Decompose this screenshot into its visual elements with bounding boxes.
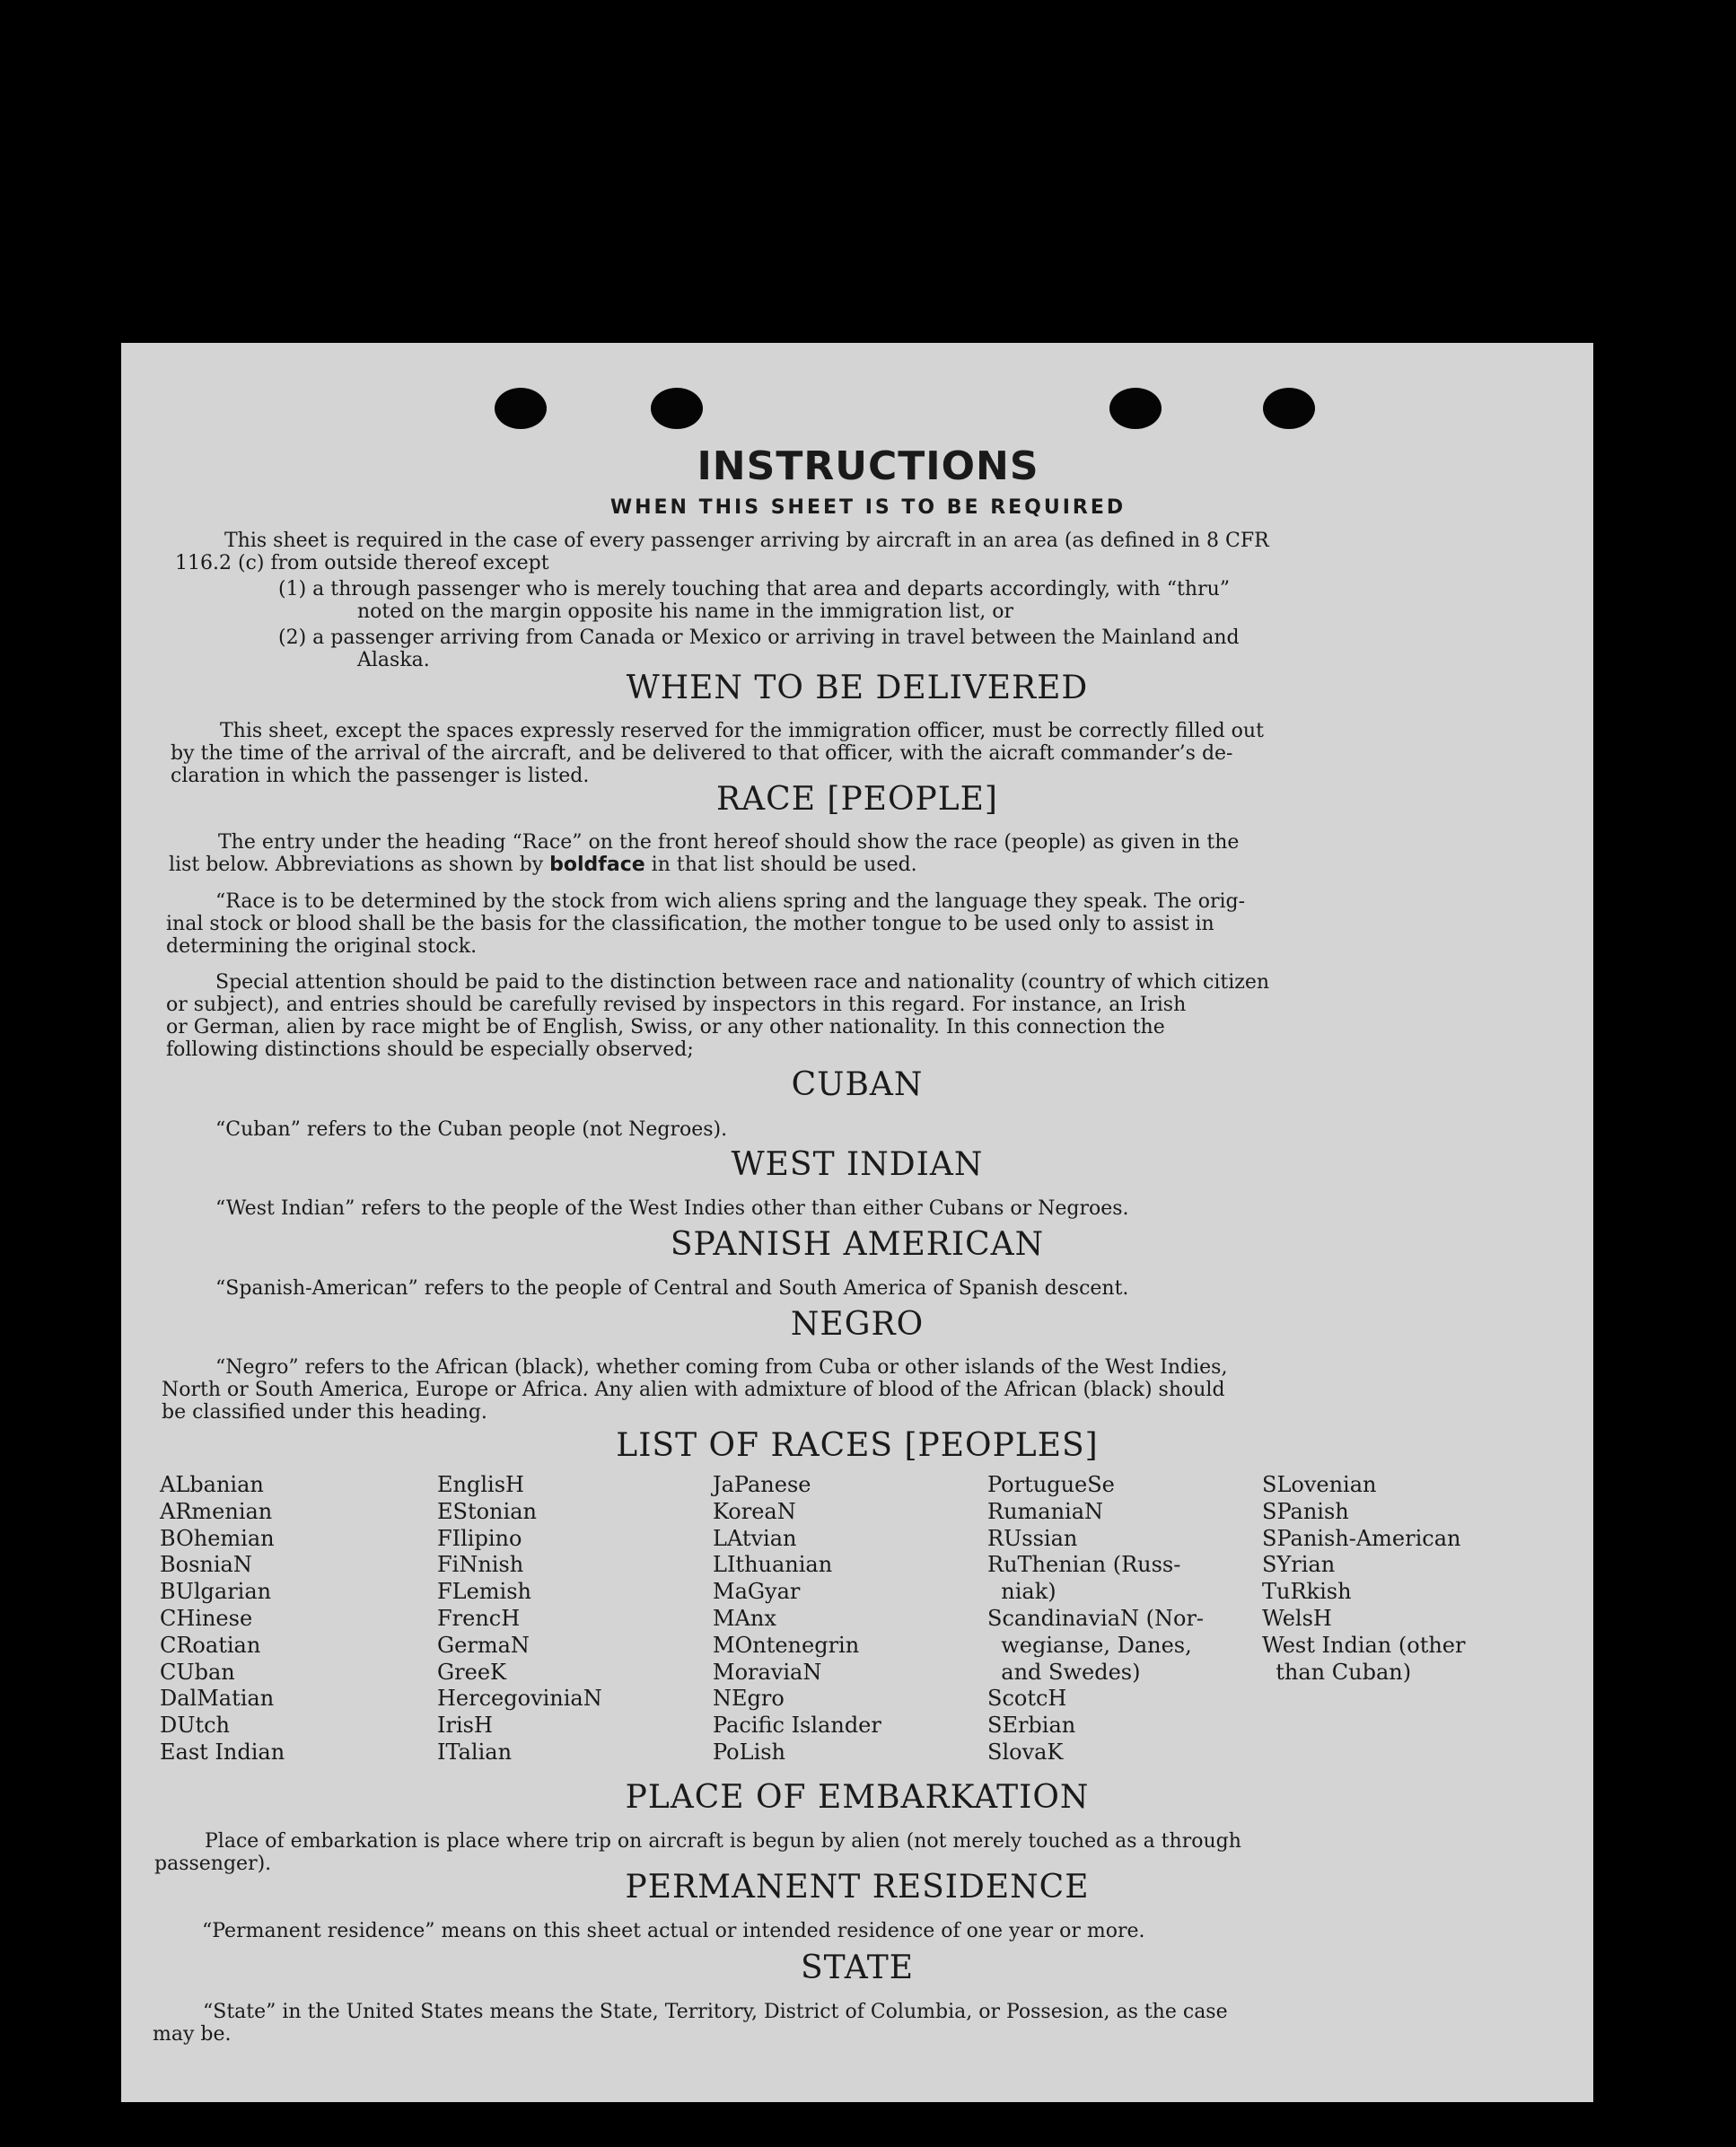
section-heading-negro: NEGRO <box>790 1306 925 1343</box>
race-list-item: RumaniaN <box>987 1498 1104 1524</box>
race-list-item: MOntenegrin <box>713 1632 860 1658</box>
race-list-item: FiNnish <box>437 1552 524 1578</box>
race-list-item: wegianse, Danes, <box>987 1632 1192 1658</box>
race-list-item: MaGyar <box>713 1579 801 1605</box>
race-list-item: West Indian (other <box>1262 1632 1466 1658</box>
race-list-item: FrencH <box>437 1605 521 1631</box>
page-title: INSTRUCTIONS <box>697 443 1039 489</box>
text-line: This sheet, except the spaces expressly reserved for the immigration officer, must be correctly filled out <box>220 720 1264 742</box>
intro-item-2 <box>278 627 1504 671</box>
race-paragraph-1 <box>169 831 1504 876</box>
race-list-item: ALbanian <box>160 1472 264 1497</box>
race-list-item: NEgro <box>713 1686 785 1712</box>
text-line: North or South America, Europe or Africa. Any alien with admixture of blood of the African (black) should <box>162 1379 1225 1401</box>
section-heading-west-indian: WEST INDIAN <box>731 1146 984 1183</box>
race-list-item: TuRkish <box>1262 1579 1352 1605</box>
race-list-item: RUssian <box>987 1525 1078 1551</box>
races-column-1 <box>160 1472 285 1766</box>
race-list-item: JaPanese <box>713 1472 811 1497</box>
race-list-item: ARmenian <box>160 1498 273 1524</box>
text-line: This sheet is required in the case of every passenger arriving by aircraft in an area (as defined in 8 CFR <box>224 530 1269 552</box>
race-list-item: MoraviaN <box>713 1659 822 1685</box>
text-line: “State” in the United States means the State, Territory, District of Columbia, or Possesion, as the case <box>203 2001 1228 2023</box>
race-list-item: FIlipino <box>437 1525 522 1551</box>
race-list-item: niak) <box>987 1579 1057 1605</box>
punch-hole <box>1263 388 1315 429</box>
race-list-item: KoreaN <box>713 1498 796 1524</box>
text-line: by the time of the arrival of the aircraft, and be delivered to that officer, with the aicraft commander’s de- <box>171 742 1233 765</box>
race-list-item: PoLish <box>713 1739 786 1765</box>
west-indian-text: “West Indian” refers to the people of the West Indies other than either Cubans or Negroes. <box>215 1197 1129 1220</box>
race-list-item: HercegoviniaN <box>437 1686 602 1712</box>
text-line: passenger). <box>154 1853 272 1875</box>
races-column-2 <box>437 1472 602 1766</box>
race-list-item: CRoatian <box>160 1632 261 1658</box>
section-heading-spanish-american: SPANISH AMERICAN <box>670 1226 1045 1263</box>
text-line: “Race is to be determined by the stock from wich aliens spring and the language they speak. The orig- <box>215 890 1246 913</box>
race-list-item: FLemish <box>437 1579 531 1605</box>
text-line: determining the original stock. <box>166 935 478 958</box>
text-line: “Negro” refers to the African (black), whether coming from Cuba or other islands of the West Indies, <box>215 1356 1228 1379</box>
race-list-item: RuThenian (Russ- <box>987 1552 1181 1578</box>
race-list-item: East Indian <box>160 1739 285 1765</box>
race-list-item: SLovenian <box>1262 1472 1377 1497</box>
race-list-item: CUban <box>160 1659 235 1685</box>
race-list-item: Pacific Islander <box>713 1713 881 1739</box>
text-line: Special attention should be paid to the distinction between race and nationality (country of which citizen <box>215 971 1270 994</box>
cuban-text: “Cuban” refers to the Cuban people (not Negroes). <box>215 1118 728 1141</box>
race-list-item: SPanish-American <box>1262 1525 1461 1551</box>
text-line: (1) a through passenger who is merely touching that area and departs accordingly, with “thru” <box>278 578 1230 600</box>
text-fragment: in that list should be used. <box>651 854 917 876</box>
race-list-item: MAnx <box>713 1605 776 1631</box>
race-list-item: ScotcH <box>987 1686 1067 1712</box>
text-line: (2) a passenger arriving from Canada or Mexico or arriving in travel between the Mainland and <box>278 627 1240 649</box>
text-line: Alaska. <box>357 649 430 671</box>
section-heading-race: RACE [PEOPLE] <box>716 781 998 818</box>
race-list-item: LAtvian <box>713 1525 797 1551</box>
text-line: Place of embarkation is place where trip on aircraft is begun by alien (not merely touched as a through <box>205 1830 1241 1853</box>
text-line: claration in which the passenger is listed. <box>171 765 590 787</box>
bold-text: boldface <box>549 854 645 876</box>
race-paragraph-2 <box>166 890 1504 958</box>
race-list-item: DalMatian <box>160 1686 275 1712</box>
text-line: noted on the margin opposite his name in the immigration list, or <box>357 600 1014 623</box>
text-line: be classified under this heading. <box>162 1401 487 1424</box>
race-list-item: ITalian <box>437 1739 513 1765</box>
races-column-3 <box>713 1472 881 1766</box>
page-subtitle: WHEN THIS SHEET IS TO BE REQUIRED <box>609 496 1127 519</box>
intro-item-1 <box>278 578 1504 623</box>
race-list-item: WelsH <box>1262 1605 1332 1631</box>
races-column-5 <box>1262 1472 1465 1686</box>
race-list-item: GermaN <box>437 1632 530 1658</box>
text-line <box>169 854 1504 876</box>
race-list-item: SErbian <box>987 1713 1076 1739</box>
race-list-item: BosniaN <box>160 1552 252 1578</box>
race-list-item: DUtch <box>160 1713 231 1739</box>
race-list-item: and Swedes) <box>987 1659 1141 1685</box>
race-list-item: BUlgarian <box>160 1579 272 1605</box>
intro-paragraph <box>175 530 1504 574</box>
race-list-item: CHinese <box>160 1605 253 1631</box>
negro-paragraph <box>162 1356 1504 1424</box>
delivered-paragraph <box>171 720 1504 787</box>
state-paragraph <box>153 2001 1490 2046</box>
section-heading-cuban: CUBAN <box>791 1066 924 1103</box>
text-line: 116.2 (c) from outside thereof except <box>175 552 549 574</box>
race-list-item: BOhemian <box>160 1525 275 1551</box>
text-line: The entry under the heading “Race” on the front hereof should show the race (people) as given in the <box>218 831 1240 854</box>
section-heading-embarkation: PLACE OF EMBARKATION <box>625 1779 1090 1816</box>
race-list-item: SYrian <box>1262 1552 1336 1578</box>
text-line: or German, alien by race might be of English, Swiss, or any other nationality. In this connection the <box>166 1016 1165 1038</box>
section-heading-residence: PERMANENT RESIDENCE <box>625 1869 1090 1906</box>
race-list-item: ScandinaviaN (Nor- <box>987 1605 1205 1631</box>
section-heading-state: STATE <box>800 1950 915 1986</box>
punch-hole <box>651 388 703 429</box>
race-list-item: LIthuanian <box>713 1552 833 1578</box>
text-line: may be. <box>153 2023 232 2046</box>
text-line: or subject), and entries should be carefully revised by inspectors in this regard. For instance, an Irish <box>166 994 1187 1016</box>
race-list-item: SPanish <box>1262 1498 1349 1524</box>
punch-hole <box>1109 388 1162 429</box>
race-list-item: PortugueSe <box>987 1472 1115 1497</box>
race-list-item: than Cuban) <box>1262 1659 1412 1685</box>
race-list-item: EnglisH <box>437 1472 524 1497</box>
section-heading-list: LIST OF RACES [PEOPLES] <box>616 1427 1099 1464</box>
races-column-4 <box>987 1472 1204 1766</box>
spanish-american-text: “Spanish-American” refers to the people of Central and South America of Spanish descent. <box>215 1277 1129 1300</box>
race-list-item: EStonian <box>437 1498 537 1524</box>
punch-hole <box>495 388 547 429</box>
race-list-item: GreeK <box>437 1659 506 1685</box>
race-paragraph-3 <box>166 971 1504 1061</box>
text-fragment: list below. Abbreviations as shown by <box>169 854 544 876</box>
residence-text: “Permanent residence” means on this sheet actual or intended residence of one year or more. <box>202 1920 1145 1942</box>
text-line: following distinctions should be especially observed; <box>166 1038 694 1061</box>
race-list-item: SlovaK <box>987 1739 1064 1765</box>
section-heading-delivered: WHEN TO BE DELIVERED <box>626 670 1089 706</box>
race-list-item: IrisH <box>437 1713 493 1739</box>
text-line: inal stock or blood shall be the basis for the classification, the mother tongue to be used only to assist in <box>166 913 1214 935</box>
